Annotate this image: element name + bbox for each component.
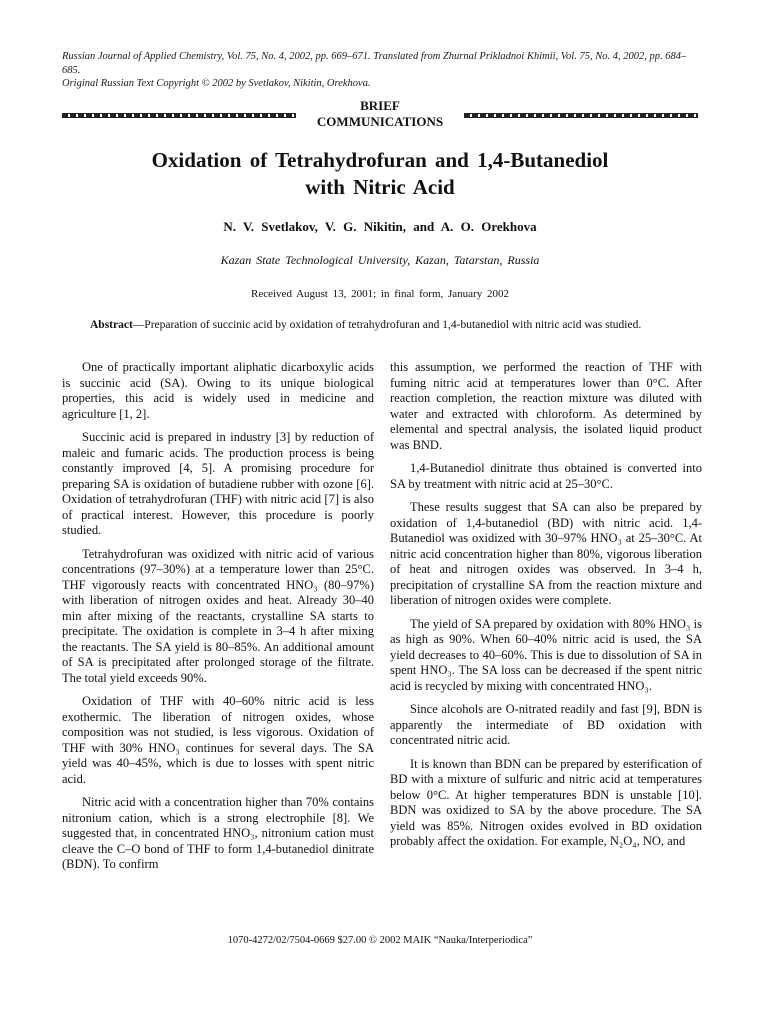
body-column-left <box>62 360 374 881</box>
title-line-1: Oxidation of Tetrahydrofuran and 1,4-Butanediol <box>151 148 609 172</box>
banner-rule-left <box>62 113 296 118</box>
paragraph: this assumption, we performed the reaction of THF with fuming nitric acid at temperatures lower than 0°C. After reaction completion, the reaction mixture was diluted with water and extracted with chloroform. As determined by elemental and spectral analysis, the isolated liquid product was BND. <box>390 360 702 452</box>
paragraph: One of practically important aliphatic dicarboxylic acids is succinic acid (SA). Owing to its unique biological properties, this acid is widely used in medicine and agriculture [1, 2]. <box>62 360 374 421</box>
copyright-line: Original Russian Text Copyright © 2002 by Svetlakov, Nikitin, Orekhova. <box>62 78 371 89</box>
paragraph: Oxidation of THF with 40–60% nitric acid is less exothermic. The liberation of nitrogen oxides, whose composition was not studied, is less vigorous. Oxidation of THF with 30% HNO₃ continues for several days. The SA yield was 40–45%, which is due to losses with spent nitric acid. <box>62 694 374 786</box>
section-label-line2: COMMUNICATIONS <box>316 114 444 129</box>
body-column-right <box>390 360 702 858</box>
affiliation: Kazan State Technological University, Kazan, Tatarstan, Russia <box>220 253 540 267</box>
received-date: Received August 13, 2001; in final form, January 2002 <box>251 288 509 300</box>
paragraph: These results suggest that SA can also be prepared by oxidation of 1,4-butanediol (BD) with nitric acid. 1,4-Butanediol was oxidized with 30–97% HNO₃ at 25–30°C. At nitric acid concentration higher than 80%, vigorous liberation of heat and nitrogen oxides was observed. In 3–4 h, precipitation of crystalline SA from the reaction mixture and liberation of nitrogen oxides were complete. <box>390 500 702 607</box>
journal-header <box>62 50 702 91</box>
paragraph: Since alcohols are O-nitrated readily and fast [9], BDN is apparently the intermediate of BD oxidation with concentrated nitric acid. <box>390 702 702 747</box>
article-title <box>62 147 698 201</box>
paragraph: Succinic acid is prepared in industry [3] by reduction of maleic and fumaric acids. The production process is being constantly improved [4, 5]. A promising procedure for preparing SA is oxidation of butadiene rubber with ozone [6]. Oxidation of tetrahydrofuran (THF) with nitric acid [7] is also of practical interest. However, this procedure is poorly studied. <box>62 430 374 537</box>
paragraph: Nitric acid with a concentration higher than 70% contains nitronium cation, which is a strong electrophile [8]. We suggested that, in concentrated HNO₃, nitronium cation must cleave the C–O bond of THF to form 1,4-butanediol dinitrate (BDN). To confirm <box>62 795 374 871</box>
page-footer: 1070-4272/02/7504-0669 $27.00 © 2002 MAIK “Nauka/Interperiodica” <box>227 935 533 946</box>
paragraph: The yield of SA prepared by oxidation with 80% HNO₃ is as high as 90%. When 60–40% nitric acid is used, the SA yield decreases to 40–60%. This is due to dissolution of SA in spent HNO₃. The SA loss can be decreased if the spent nitric acid is recycled by mixing with concentrated HNO₃. <box>390 616 702 693</box>
banner-rule-right <box>464 113 698 118</box>
section-label <box>302 98 458 130</box>
abstract-text: —Preparation of succinic acid by oxidation of tetrahydrofuran and 1,4-butanediol with nitric acid was studied. <box>132 319 642 331</box>
section-banner <box>62 98 698 132</box>
paragraph: 1,4-Butanediol dinitrate thus obtained is converted into SA by treatment with nitric acid at 25–30°C. <box>390 461 702 491</box>
authors: N. V. Svetlakov, V. G. Nikitin, and A. O. Orekhova <box>223 219 537 234</box>
abstract <box>90 318 674 333</box>
section-label-line1: BRIEF <box>360 98 400 113</box>
paragraph: Tetrahydrofuran was oxidized with nitric acid of various concentrations (97–30%) at a temperature lower than 25°C. THF vigorously reacts with concentrated HNO₃ (80–97%) with liberation of nitrogen oxides and heat. Already 30–40 min after mixing of the reactants, crystalline SA starts to precipitate. The oxidation is complete in 3–4 h after mixing the reactants. The SA yield is 80–85%. An additional amount of SA is precipitated after prolonged storage of the filtrate. The total yield exceeds 90%. <box>62 546 374 685</box>
title-line-2: with Nitric Acid <box>305 175 455 199</box>
journal-citation: Russian Journal of Applied Chemistry, Vol. 75, No. 4, 2002, pp. 669–671. Translated from Zhurnal Prikladnoi Khimii, Vol. 75, No. 4, 2002, pp. 684–685. <box>62 51 687 76</box>
abstract-label: Abstract <box>90 319 133 331</box>
paragraph: It is known than BDN can be prepared by esterification of BD with a mixture of sulfuric and nitric acid at temperatures below 0°C. At higher temperatures BDN is unstable [10]. BDN was oxidized to SA by the above procedure. The SA yield was 85%. Nitrogen oxides evolved in BD oxidation probably affect the oxidation. For example, N₂O₄, NO, and <box>390 756 702 848</box>
